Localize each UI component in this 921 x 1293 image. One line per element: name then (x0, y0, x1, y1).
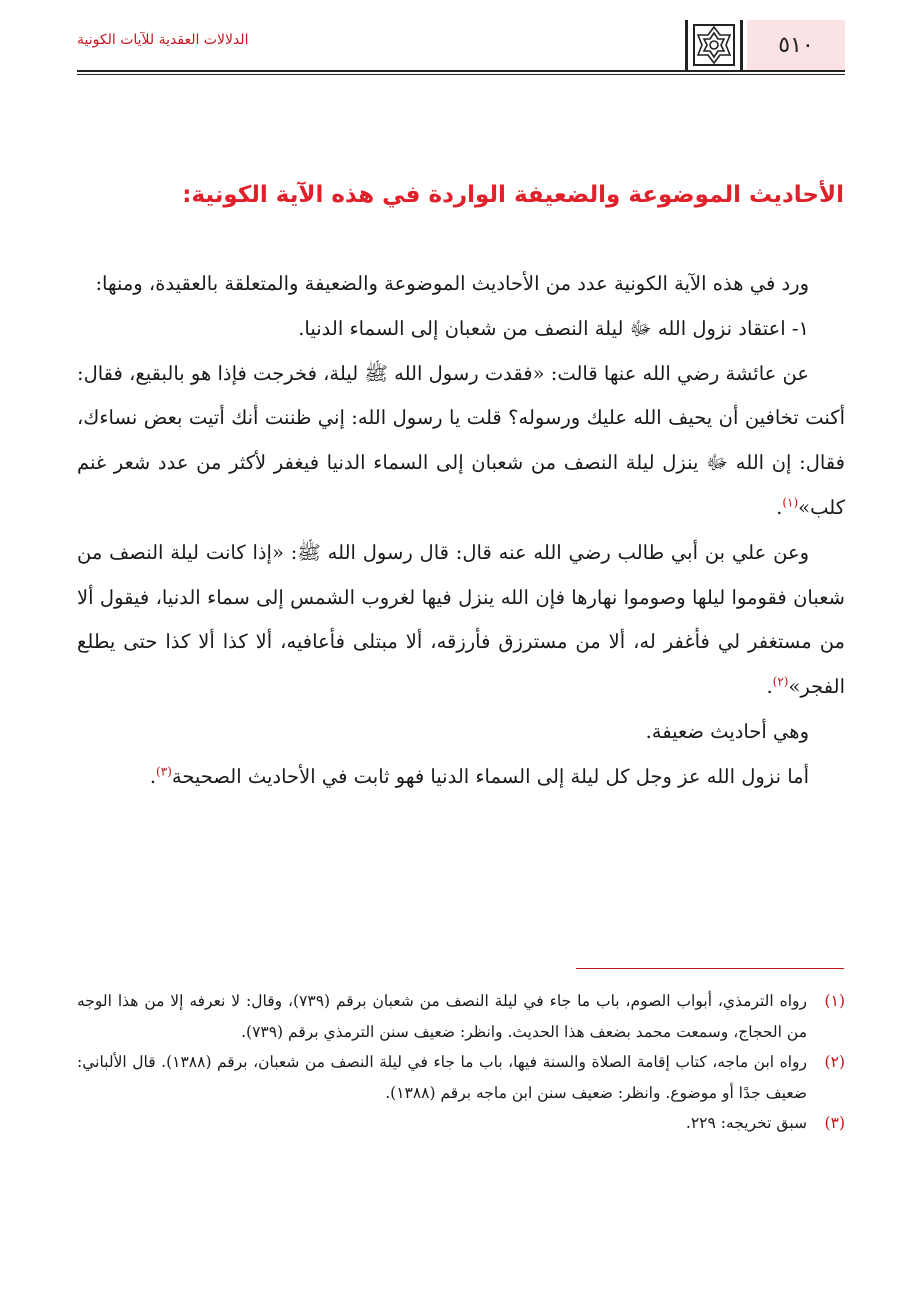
footnote-divider (576, 968, 844, 969)
footnotes (77, 986, 845, 1139)
footnote-ref[interactable]: (١) (782, 495, 799, 510)
paragraph: وهي أحاديث ضعيفة. (645, 719, 809, 743)
footnote-item (77, 986, 845, 1047)
paragraph: ١- اعتقاد نزول الله ﷻ ليلة النصف من شعبان إلى السماء الدنيا. (298, 316, 809, 340)
header-rule (77, 70, 845, 72)
section-heading: الأحاديث الموضوعة والضعيفة الواردة في هذه الآية الكونية: (182, 182, 844, 208)
paragraph (77, 352, 845, 531)
running-title: الدلالات العقدية للآيات الكونية (77, 32, 249, 48)
paragraph-end: . (766, 675, 773, 699)
footnote-marker: (١) (824, 992, 845, 1010)
footnote-item (77, 1047, 845, 1108)
paragraph-end: . (776, 495, 783, 519)
footnote-ref[interactable]: (٣) (156, 764, 172, 779)
footnote-marker: (٣) (824, 1114, 845, 1132)
paragraph: ورد في هذه الآية الكونية عدد من الأحاديث الموضوعة والضعيفة والمتعلقة بالعقيدة، ومنها: (95, 272, 809, 295)
ornament-icon (685, 20, 743, 70)
footnote-text: سبق تخريجه: ٢٢٩. (685, 1114, 807, 1132)
paragraph (77, 755, 845, 800)
footnote-ref[interactable]: (٢) (772, 674, 789, 689)
paragraph-text: عن عائشة رضي الله عنها قالت: «فقدت رسول الله ﷺ ليلة، فخرجت فإذا هو بالبقيع، فقال: أكنت تخافين أن يحيف الله عليك ورسوله؟ قلت يا رسول الله: إني ظننت أنك أتيت بعض نساءك، فقال: إن الله ﷻ ينزل ليلة النصف من شعبان إلى السماء الدنيا فيغفر لأكثر من عدد شعر غنم كلب» (77, 361, 845, 519)
footnote-text: رواه الترمذي، أبواب الصوم، باب ما جاء في ليلة النصف من شعبان برقم (٧٣٩)، وقال: لا نعرفه إلا من هذا الوجه من الحجاج، وسمعت محمد بضعف هذا الحديث. وانظر: ضعيف سنن الترمذي برقم (٧٣٩). (77, 992, 807, 1041)
footnote-item (77, 1108, 845, 1139)
header-rule-thin (77, 74, 845, 75)
paragraph-text: وعن علي بن أبي طالب رضي الله عنه قال: قال رسول الله ﷺ: «إذا كانت ليلة النصف من شعبان فقوموا ليلها وصوموا نهارها فإن الله ينزل فيها لغروب الشمس إلى سماء الدنيا، فيقول ألا من مستغفر لي فأغفر له، ألا من مسترزق فأرزقه، ألا مبتلى فأعافيه، ألا كذا ألا كذا حتى يطلع الفجر» (77, 540, 845, 699)
footnote-text: رواه ابن ماجه، كتاب إقامة الصلاة والسنة فيها، باب ما جاء في ليلة النصف من شعبان، برقم (١٣٨٨). قال الألباني: ضعيف جدًا أو موضوع. وانظر: ضعيف سنن ابن ماجه برقم (١٣٨٨). (77, 1053, 807, 1102)
paragraph-end: . (149, 764, 157, 788)
page-header (77, 20, 845, 74)
paragraph (77, 531, 845, 710)
paragraph-text: أما نزول الله عز وجل كل ليلة إلى السماء الدنيا فهو ثابت في الأحاديث الصحيحة (171, 764, 809, 788)
footnote-marker: (٢) (824, 1053, 845, 1071)
main-text (77, 262, 845, 800)
page-number: ٥١٠ (747, 20, 845, 70)
